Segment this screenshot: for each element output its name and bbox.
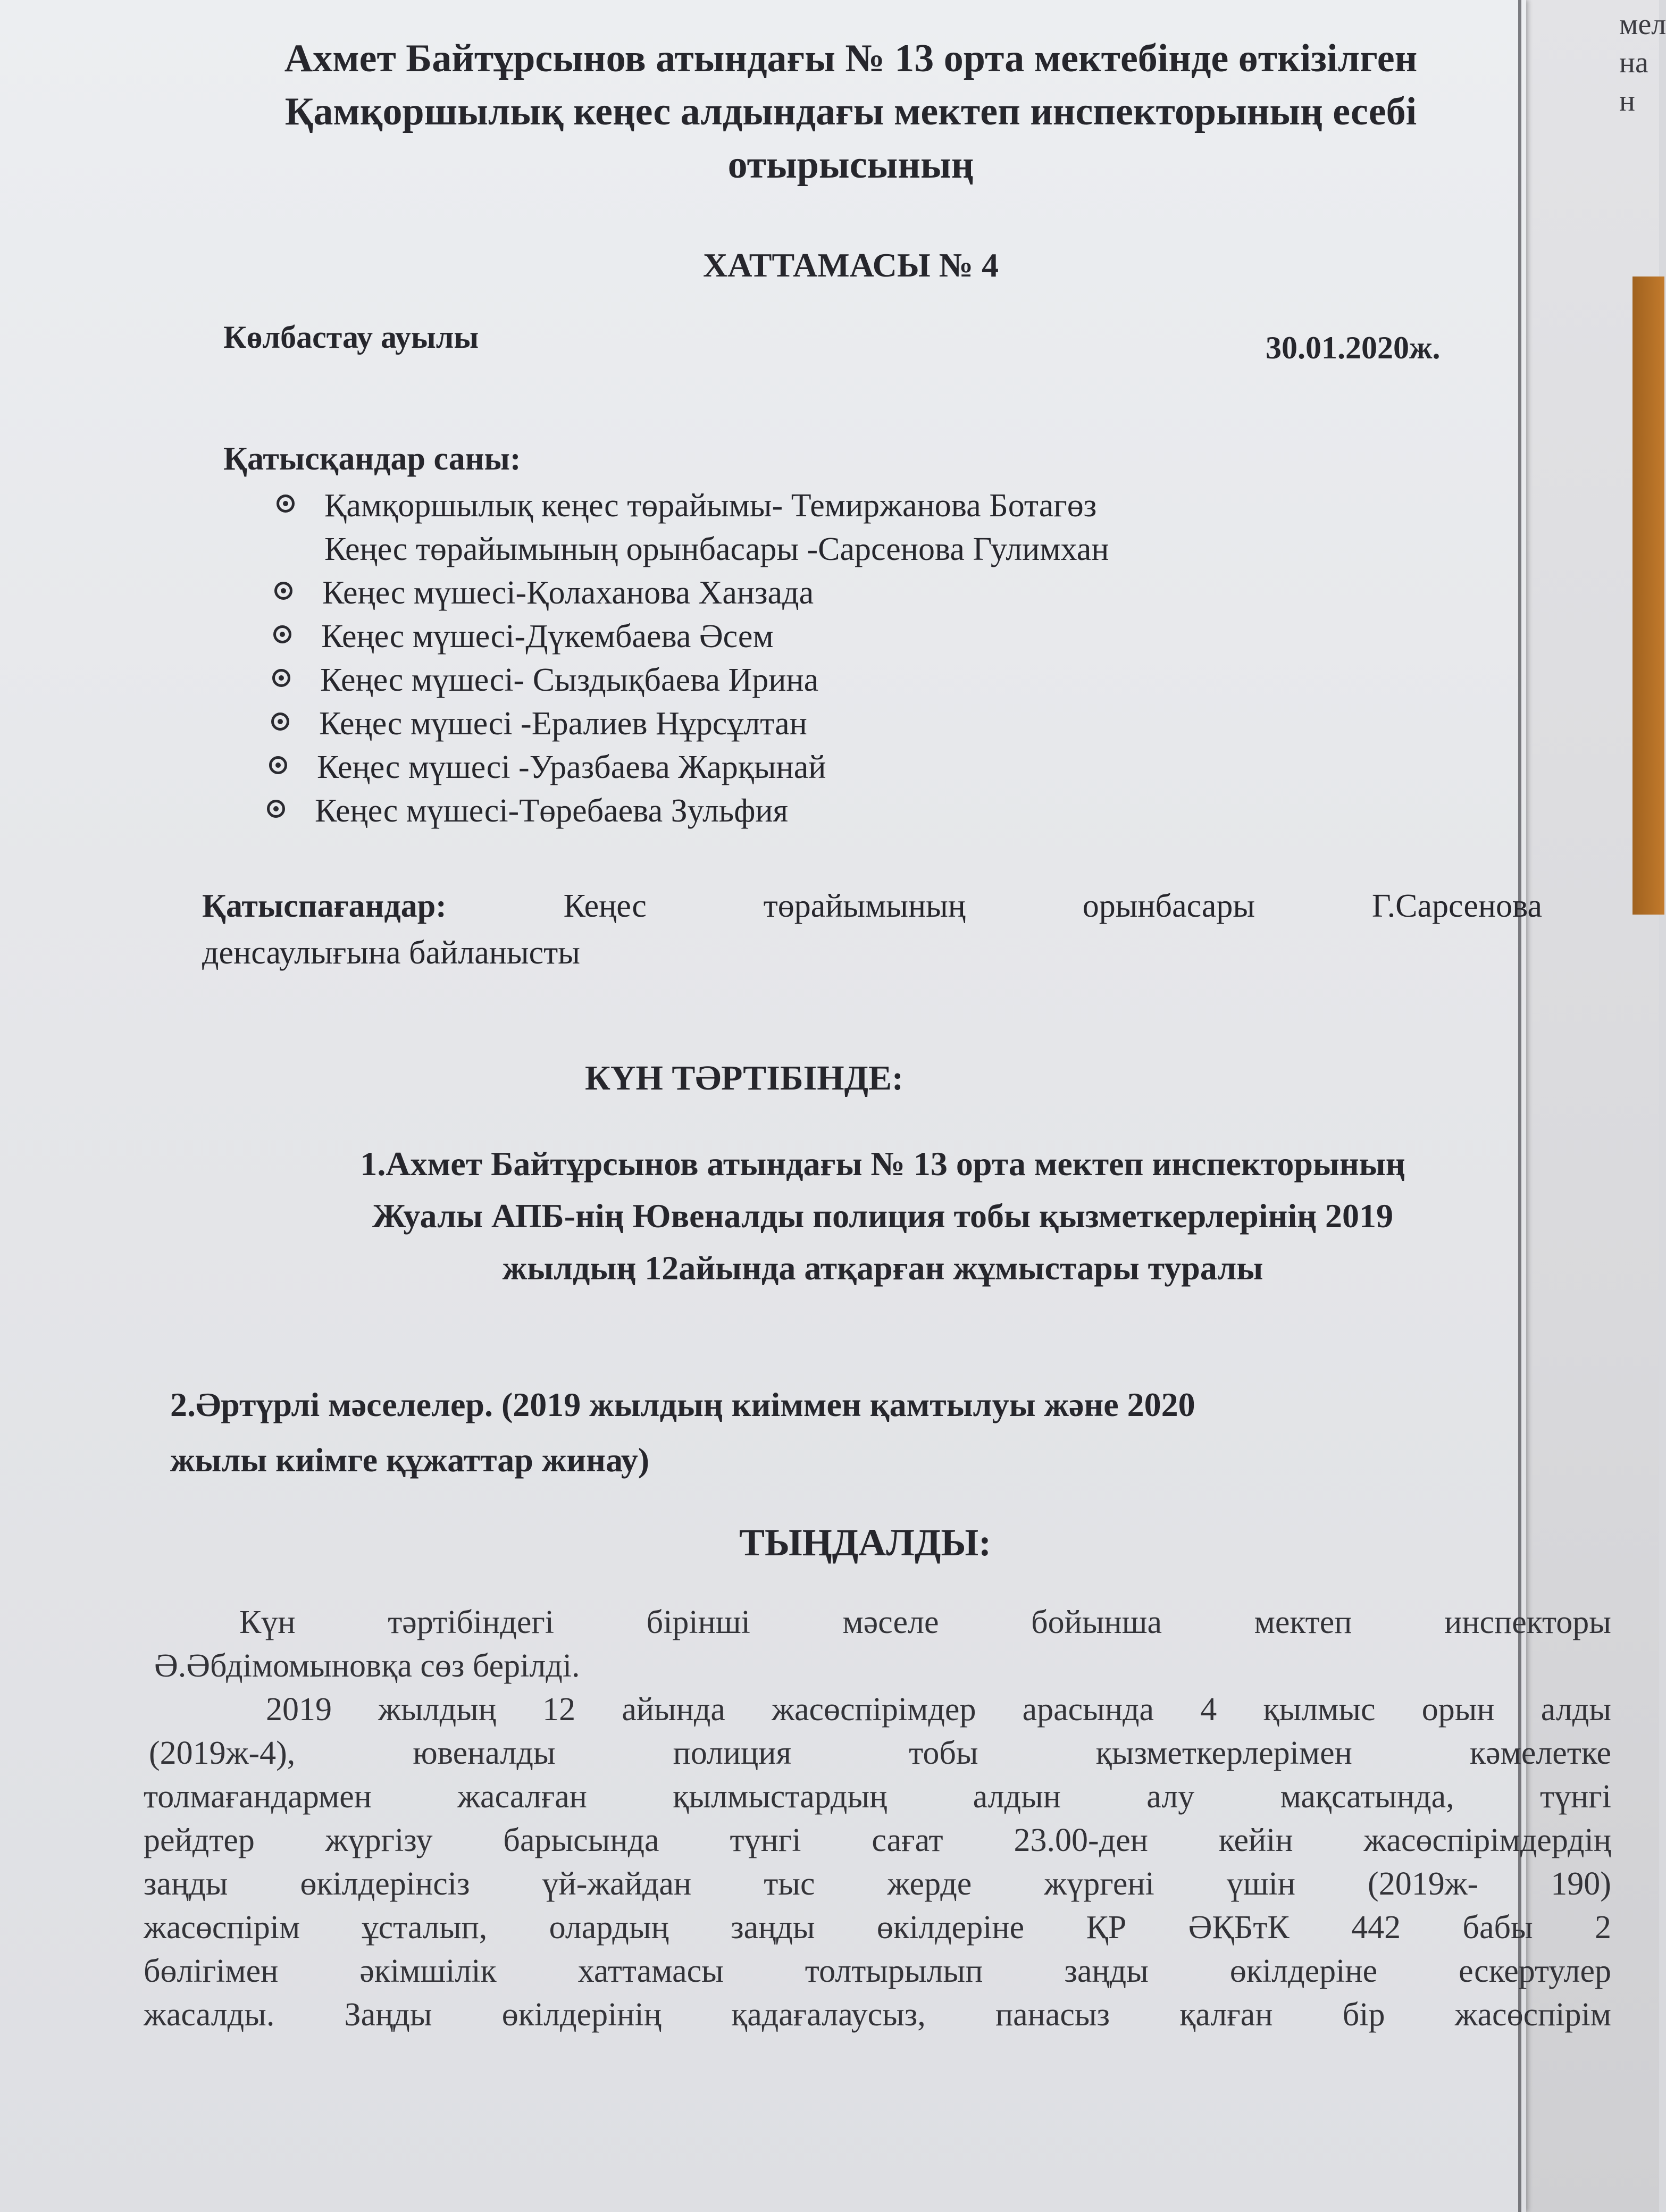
word: жасөспірім bbox=[1454, 1997, 1611, 2033]
word: бір bbox=[1342, 1997, 1385, 2033]
participant-item bbox=[258, 745, 1109, 789]
agenda-line: жылы киімге құжаттар жинау) bbox=[170, 1441, 650, 1479]
word: айында bbox=[622, 1691, 725, 1728]
word: қылмыстардың bbox=[673, 1779, 888, 1815]
document-date: 30.01.2020ж. bbox=[1266, 330, 1441, 365]
agenda-heading: КҮН ТӘРТІБІНДЕ: bbox=[585, 1059, 904, 1097]
word: ӘҚБтК bbox=[1188, 1909, 1290, 1946]
paragraph-2-line bbox=[144, 1819, 1611, 1862]
word: бірінші bbox=[646, 1604, 750, 1640]
radio-bullet-icon bbox=[272, 669, 290, 687]
absent-reason: денсаулығына байланысты bbox=[202, 935, 580, 971]
participant-item bbox=[264, 571, 1109, 615]
word: 2019 bbox=[266, 1691, 332, 1728]
word: сағат bbox=[872, 1822, 943, 1858]
word: өкілдеріне bbox=[876, 1909, 1025, 1946]
word: жасөспірімдердің bbox=[1363, 1822, 1611, 1858]
participant-item bbox=[262, 658, 1109, 702]
word: ұсталып, bbox=[362, 1909, 488, 1946]
word: бабы bbox=[1462, 1909, 1533, 1946]
word: қызметкерлерімен bbox=[1095, 1735, 1352, 1771]
agenda-line: 1.Ахмет Байтұрсынов атындағы № 13 орта мектеп инспекторының bbox=[360, 1145, 1405, 1183]
word: тыс bbox=[764, 1866, 815, 1902]
word: ҚР bbox=[1086, 1909, 1127, 1946]
word: тәртібіндегі bbox=[388, 1604, 554, 1640]
paragraph-1-text bbox=[239, 1601, 1611, 1644]
place-name: Көлбастау ауылы bbox=[223, 320, 479, 355]
word: түнгі bbox=[730, 1822, 801, 1858]
paragraph-2-line bbox=[144, 1688, 1611, 1731]
agenda-item-2 bbox=[170, 1377, 1195, 1488]
word: мақсатында, bbox=[1280, 1779, 1454, 1815]
word: 2 bbox=[1594, 1909, 1611, 1946]
edge-fragment: на bbox=[1619, 46, 1648, 79]
title-line: отырысының bbox=[727, 143, 974, 187]
word: кейін bbox=[1218, 1822, 1293, 1858]
word: толмағандармен bbox=[144, 1779, 372, 1815]
agenda-line: жылдың 12айында атқарған жұмыстары туралы bbox=[502, 1249, 1263, 1287]
word: мектеп bbox=[1254, 1604, 1352, 1640]
protocol-number: ХАТТАМАСЫ № 4 bbox=[702, 246, 999, 284]
word: олардың bbox=[549, 1909, 669, 1946]
word: (2019ж- bbox=[1368, 1866, 1479, 1902]
title-line: Қамқоршылық кеңес алдындағы мектеп инспекторының есебі bbox=[284, 90, 1417, 133]
word: заңды bbox=[1064, 1953, 1149, 1989]
participant-text: Кеңес мүшесі- Сыздықбаева Ирина bbox=[320, 662, 819, 698]
participant-text: Кеңес мүшесі-Төребаева Зульфия bbox=[315, 793, 789, 829]
word: 190) bbox=[1551, 1866, 1611, 1902]
absent-section bbox=[202, 883, 1542, 976]
paragraph-2-text bbox=[144, 1862, 1611, 1906]
word: үшін bbox=[1226, 1866, 1295, 1902]
word: жылдың bbox=[378, 1691, 496, 1728]
radio-bullet-icon bbox=[269, 756, 287, 774]
paragraph-2-text bbox=[149, 1731, 1611, 1775]
word: хаттамасы bbox=[577, 1953, 724, 1989]
word: Күн bbox=[239, 1604, 296, 1640]
paragraph-2-line bbox=[144, 1731, 1611, 1775]
participant-text: Кеңес мүшесі -Уразбаева Жарқынай bbox=[317, 749, 826, 785]
word: рейдтер bbox=[144, 1822, 255, 1858]
participant-item bbox=[261, 702, 1109, 745]
word: алды bbox=[1541, 1691, 1611, 1728]
paragraph-2-text bbox=[144, 1819, 1611, 1862]
participant-text: Қамқоршылық кеңес төрайымы- Темиржанова Ботагөз bbox=[324, 488, 1097, 524]
word: заңды bbox=[731, 1909, 815, 1946]
agenda-line: 2.Әртүрлі мәселелер. (2019 жылдың киіммен қамтылуы және 2020 bbox=[170, 1386, 1195, 1423]
absent-word: Г.Сарсенова bbox=[1371, 888, 1542, 924]
paragraph-2-line bbox=[144, 1906, 1611, 1949]
word: бойынша bbox=[1031, 1604, 1162, 1640]
radio-bullet-icon bbox=[277, 495, 295, 513]
word: жасалған bbox=[457, 1779, 587, 1815]
word: қылмыс bbox=[1263, 1691, 1376, 1728]
word: барысында bbox=[503, 1822, 659, 1858]
participant-item bbox=[266, 527, 1109, 571]
word: қадағалаусыз, bbox=[731, 1997, 926, 2033]
word: өкілдеріне bbox=[1229, 1953, 1378, 1989]
radio-bullet-icon bbox=[273, 625, 291, 643]
word: инспекторы bbox=[1444, 1604, 1611, 1640]
word: жүргені bbox=[1044, 1866, 1154, 1902]
paragraph-2-text bbox=[266, 1688, 1611, 1731]
radio-bullet-icon bbox=[274, 582, 292, 600]
paragraph-2-line bbox=[144, 1949, 1611, 1993]
word: ювеналды bbox=[413, 1735, 556, 1771]
word: жүргізу bbox=[325, 1822, 433, 1858]
word: жасалды. bbox=[144, 1997, 275, 2033]
word: (2019ж-4), bbox=[149, 1735, 296, 1771]
word: 12 bbox=[542, 1691, 576, 1728]
word: ескертулер bbox=[1459, 1953, 1611, 1989]
wooden-surface bbox=[1632, 276, 1664, 915]
participants-list bbox=[261, 484, 1109, 833]
paragraph-1-line-2: Ә.Әбдімомыновқа сөз берілді. bbox=[154, 1648, 580, 1684]
word: 23.00-ден bbox=[1014, 1822, 1148, 1858]
paragraph-2-line bbox=[144, 1862, 1611, 1906]
radio-bullet-icon bbox=[267, 800, 285, 818]
word: полиция bbox=[673, 1735, 791, 1771]
word: өкілдерінің bbox=[501, 1997, 662, 2033]
word: толтырылып bbox=[805, 1953, 983, 1989]
paragraph-2-text bbox=[144, 1949, 1611, 1993]
edge-fragment: мел bbox=[1619, 8, 1666, 41]
word: панасыз bbox=[995, 1997, 1110, 2033]
paragraph-2-text bbox=[144, 1993, 1611, 2037]
body-text bbox=[144, 1601, 1611, 2037]
word: кәмелетке bbox=[1469, 1735, 1611, 1771]
participant-item bbox=[263, 615, 1109, 658]
paragraph-2-text bbox=[144, 1775, 1611, 1819]
word: заңды bbox=[144, 1866, 228, 1902]
edge-fragment: н bbox=[1619, 85, 1635, 118]
word: өкілдерінсіз bbox=[300, 1866, 470, 1902]
word: мәселе bbox=[842, 1604, 939, 1640]
word: 442 bbox=[1351, 1909, 1401, 1946]
word: 4 bbox=[1200, 1691, 1217, 1728]
word: үй-жайдан bbox=[542, 1866, 692, 1902]
document-title bbox=[160, 32, 1542, 191]
paragraph-2-line bbox=[144, 1993, 1611, 2037]
word: бөлігімен bbox=[144, 1953, 279, 1989]
participant-item bbox=[266, 484, 1109, 527]
word: алдын bbox=[973, 1779, 1061, 1815]
participants-label: Қатысқандар саны: bbox=[223, 441, 521, 477]
paragraph-2-text bbox=[144, 1906, 1611, 1949]
word: жасөспірім bbox=[144, 1909, 300, 1946]
title-line: Ахмет Байтұрсынов атындағы № 13 орта мектебінде өткізілген bbox=[284, 37, 1418, 80]
word: түнгі bbox=[1539, 1779, 1611, 1815]
paragraph-1-line-1 bbox=[144, 1601, 1611, 1644]
absent-label: Қатыспағандар: bbox=[202, 888, 447, 924]
paragraph-2-line bbox=[144, 1775, 1611, 1819]
word: арасында bbox=[1022, 1691, 1154, 1728]
radio-bullet-icon bbox=[271, 713, 289, 731]
word: жерде bbox=[887, 1866, 972, 1902]
participant-item bbox=[256, 789, 1109, 833]
participant-text: Кеңес мүшесі-Қолаханова Ханзада bbox=[322, 575, 814, 611]
agenda-item-1 bbox=[160, 1138, 1606, 1294]
word: Заңды bbox=[344, 1997, 432, 2033]
word: орын bbox=[1421, 1691, 1495, 1728]
participant-text: Кеңес мүшесі -Ералиев Нұрсұлтан bbox=[319, 706, 807, 742]
absent-word: төрайымының bbox=[763, 888, 966, 924]
underlying-page-text bbox=[1619, 5, 1666, 120]
agenda-line: Жуалы АПБ-нің Ювеналды полиция тобы қызметкерлерінің 2019 bbox=[372, 1197, 1394, 1235]
heard-heading: ТЫҢДАЛДЫ: bbox=[739, 1521, 992, 1564]
word: әкімшілік bbox=[359, 1953, 497, 1989]
participant-text: Кеңес мүшесі-Дүкембаева Әсем bbox=[321, 618, 774, 655]
word: тобы bbox=[909, 1735, 978, 1771]
word: алу bbox=[1146, 1779, 1195, 1815]
word: қалған bbox=[1179, 1997, 1273, 2033]
absent-word: Кеңес bbox=[563, 888, 647, 924]
participant-text: Кеңес төрайымының орынбасары -Сарсенова Гулимхан bbox=[324, 531, 1109, 567]
absent-word: орынбасары bbox=[1082, 888, 1255, 924]
word: жасөспірімдер bbox=[772, 1691, 976, 1728]
